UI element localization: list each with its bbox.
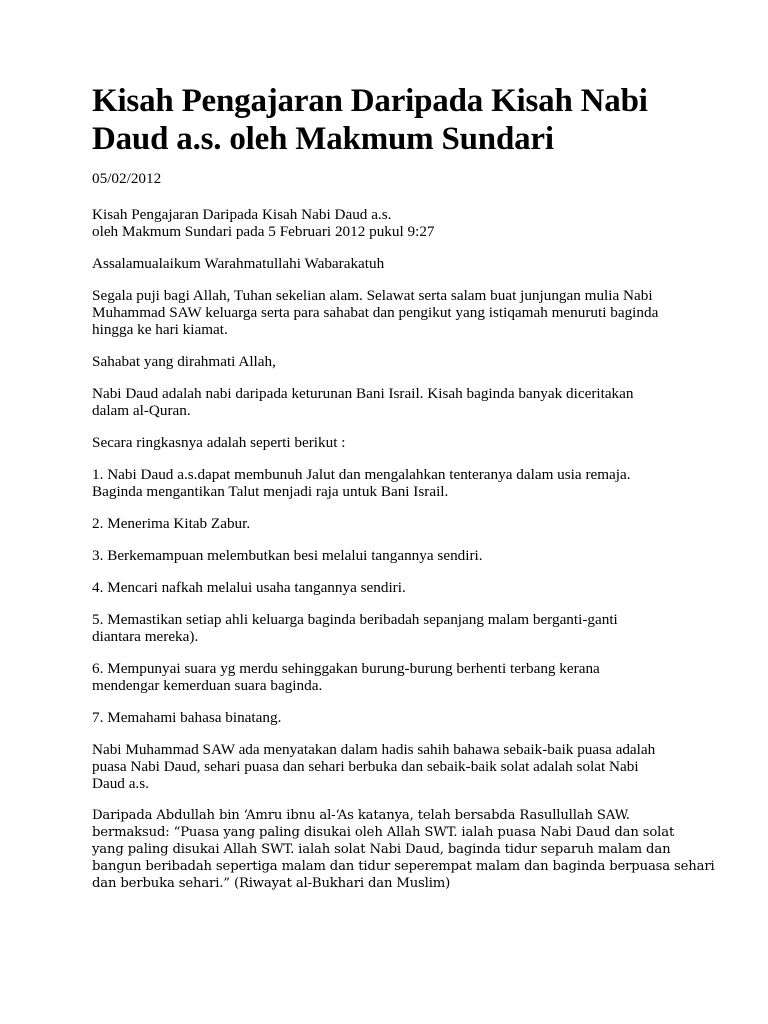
paragraph-intro	[92, 206, 692, 240]
paragraph-hadith-summary	[92, 741, 692, 792]
text-line: 3. Berkemampuan melembutkan besi melalui tangannya sendiri.	[92, 547, 483, 564]
text-line: 1. Nabi Daud a.s.dapat membunuh Jalut dan mengalahkan tenteranya dalam usia remaja.	[92, 466, 631, 483]
text-line: Sahabat yang dirahmati Allah,	[92, 353, 276, 370]
paragraph-praise	[92, 287, 692, 338]
title-line: Daud a.s. oleh Makmum Sundari	[92, 121, 554, 157]
paragraph-salutation	[92, 353, 692, 370]
text-line: hingga ke hari kiamat.	[92, 321, 228, 338]
text-line: oleh Makmum Sundari pada 5 Februari 2012 pukul 9:27	[92, 223, 435, 240]
text-line: 7. Memahami bahasa binatang.	[92, 709, 282, 726]
page-title	[92, 82, 692, 158]
paragraph-background	[92, 385, 692, 419]
text-line: bermaksud: “Puasa yang paling disukai oleh Allah SWT. ialah puasa Nabi Daud dan solat	[92, 825, 675, 840]
text-line: Baginda mengantikan Talut menjadi raja untuk Bani Israil.	[92, 483, 449, 500]
text-line: Daripada Abdullah bin ‘Amru ibnu al-‘As katanya, telah bersabda Rasullullah SAW.	[92, 808, 630, 823]
list-item-6	[92, 660, 692, 694]
title-line: Kisah Pengajaran Daripada Kisah Nabi	[92, 83, 648, 119]
text-line: 4. Mencari nafkah melalui usaha tangannya sendiri.	[92, 579, 406, 596]
text-line: puasa Nabi Daud, sehari puasa dan sehari berbuka dan sebaik-baik solat adalah solat Nabi	[92, 758, 639, 775]
paragraph-greeting	[92, 255, 692, 272]
text-line: mendengar kemerduan suara baginda.	[92, 677, 323, 694]
text-line: Daud a.s.	[92, 775, 149, 792]
text-line: dan berbuka sehari.” (Riwayat al-Bukhari dan Muslim)	[92, 876, 451, 891]
text-line: 6. Mempunyai suara yg merdu sehinggakan burung-burung berhenti terbang kerana	[92, 660, 600, 677]
paragraph-hadith-quote	[92, 807, 715, 892]
post-date: 05/02/2012	[92, 170, 162, 187]
text-line: Kisah Pengajaran Daripada Kisah Nabi Daud a.s.	[92, 206, 392, 223]
document-page	[92, 82, 715, 891]
text-line: diantara mereka).	[92, 628, 199, 645]
text-line: Segala puji bagi Allah, Tuhan sekelian alam. Selawat serta salam buat junjungan mulia Nabi	[92, 287, 653, 304]
list-item-5	[92, 611, 692, 645]
list-item-2	[92, 515, 692, 532]
paragraph-summary-intro	[92, 434, 692, 451]
text-line: Secara ringkasnya adalah seperti berikut :	[92, 434, 346, 451]
list-item-3	[92, 547, 692, 564]
text-line: Muhammad SAW keluarga serta para sahabat dan pengikut yang istiqamah menuruti baginda	[92, 304, 659, 321]
text-line: 2. Menerima Kitab Zabur.	[92, 515, 251, 532]
list-item-1	[92, 466, 692, 500]
text-line: Assalamualaikum Warahmatullahi Wabarakatuh	[92, 255, 385, 272]
text-line: Nabi Daud adalah nabi daripada keturunan Bani Israil. Kisah baginda banyak diceritakan	[92, 385, 634, 402]
text-line: 5. Memastikan setiap ahli keluarga baginda beribadah sepanjang malam berganti-ganti	[92, 611, 618, 628]
article-body	[92, 206, 715, 907]
list-item-7	[92, 709, 692, 726]
text-line: yang paling disukai Allah SWT. ialah solat Nabi Daud, baginda tidur separuh malam dan	[92, 842, 671, 857]
text-line: bangun beribadah sepertiga malam dan tidur seperempat malam dan baginda berpuasa sehari	[92, 859, 715, 874]
text-line: dalam al-Quran.	[92, 402, 191, 419]
text-line: Nabi Muhammad SAW ada menyatakan dalam hadis sahih bahawa sebaik-baik puasa adalah	[92, 741, 656, 758]
list-item-4	[92, 579, 692, 596]
